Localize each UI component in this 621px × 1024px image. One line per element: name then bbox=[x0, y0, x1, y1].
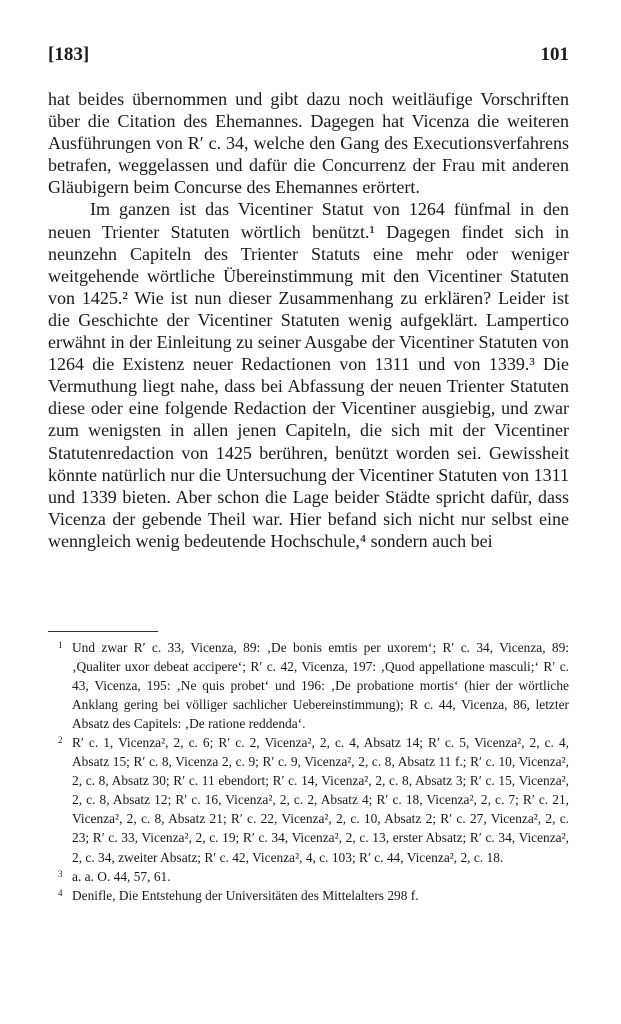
footnote-number: 4 bbox=[58, 887, 63, 898]
main-text bbox=[48, 88, 569, 552]
paragraph-1: hat beides übernommen und gibt dazu noch weitläufige Vorschriften über die Citation des Ehemannes. Dagegen hat Vicenza die weiteren Ausführungen von R′ c. 34, welche den Gang des Executionsverfahrens betrafen, weggelassen und dafür die Concurrenz der Frau mit anderen Gläubigern beim Concurse des Ehemannes erörtert. bbox=[48, 89, 569, 198]
footnote-text: Und zwar R′ c. 33, Vicenza, 89: ‚De bonis emtis per uxorem‘; R′ c. 34, Vicenza, 89: ‚Qualiter uxor debeat accipere‘; R′ c. 42, Vicenza, 197: ‚Quod appellatione masculi;‘ R′ c. 43, Vicenza, 195: ‚Ne quis probet‘ und 196: ‚De probatione mortis‘ (hier der wörtliche Anklang gering bei völliger sachlicher Uebereinstimmung); R c. 44, Vicenza, 86, letzter Absatz des Capitels: ‚De ratione reddenda‘. bbox=[72, 640, 569, 732]
footnote-separator bbox=[48, 631, 158, 632]
footnote-text: R′ c. 1, Vicenza², 2, c. 6; R′ c. 2, Vicenza², 2, c. 4, Absatz 14; R′ c. 5, Vicenza², 2, c. 4, Absatz 15; R′ c. 8, Vicenza 2, c. 9; R′ c. 9, Vicenza², 2, c. 8, Absatz 11 f.; R′ c. 10, Vicenza², 2, c. 8, Absatz 30; R′ c. 11 ebendort; R′ c. 14, Vicenza², 2, c. 8, Absatz 3; R′ c. 15, Vicenza², 2, c. 8, Absatz 12; R′ c. 16, Vicenza², 2, c. 2, Absatz 4; R′ c. 18, Vicenza², 2, c. 7; R′ c. 21, Vicenza², 2, c. 8, Absatz 21; R′ c. 22, Vicenza², 2, c. 10, Absatz 2; R′ c. 27, Vicenza², 2, c. 23; R′ c. 33, Vicenza², 2, c. 19; R′ c. 34, Vicenza², 2, c. 13, erster Absatz; R′ c. 34, Vicenza², 2, c. 34, zweiter Absatz; R′ c. 42, Vicenza², 4, c. 103; R′ c. 44, Vicenza², 2, c. 18. bbox=[72, 735, 569, 865]
footnote-text: Denifle, Die Entstehung der Universitäten des Mittelalters 298 f. bbox=[72, 887, 419, 903]
page-number: 101 bbox=[540, 44, 569, 65]
footnote-number: 1 bbox=[58, 640, 63, 650]
paragraph-2: Im ganzen ist das Vicentiner Statut von 1264 fünfmal in den neuen Trienter Statuten wörtlich benützt.¹ Dagegen findet sich in neunzehn Capiteln des Trienter Statuts eine mehr oder weniger weitgehende wörtliche Übereinstimmung mit den Vicentiner Statuten von 1425.² Wie ist nun dieser Zusammenhang zu erklären? Leider ist die Geschichte der Vicentiner Statuten wenig aufgeklärt. Lampertico erwähnt in der Einleitung zu seiner Ausgabe der Vicentiner Statuten von 1264 die Existenz neuer Redactionen von 1311 und von 1339.³ Die Vermuthung liegt nahe, dass bei Abfassung der neuen Trienter Statuten diese oder eine folgende Redaction der Vicentiner ausgiebig, und zwar zum wenigsten in allen jenen Capiteln, die sich mit der Vicentiner Statutenredaction von 1425 berühren, benützt worden sei. Gewissheit könnte natürlich nur die Untersuchung der Vicentiner Statuten von 1311 und 1339 bieten. Aber schon die Lage beider Städte spricht dafür, dass Vicenza der gebende Theil war. Hier befand sich nicht nur selbst eine wenngleich wenig bedeutende Hochschule,⁴ sondern auch bei bbox=[48, 199, 569, 551]
footnote-number: 3 bbox=[58, 868, 63, 879]
footnote-4 bbox=[48, 886, 569, 905]
footnotes bbox=[48, 638, 569, 905]
footnote-2 bbox=[48, 733, 569, 866]
section-marker: [183] bbox=[48, 44, 90, 65]
footnote-3 bbox=[48, 867, 569, 886]
footnote-1 bbox=[48, 638, 569, 733]
footnote-text: a. a. O. 44, 57, 61. bbox=[72, 868, 171, 884]
running-header bbox=[48, 44, 569, 66]
footnote-number: 2 bbox=[58, 735, 63, 746]
